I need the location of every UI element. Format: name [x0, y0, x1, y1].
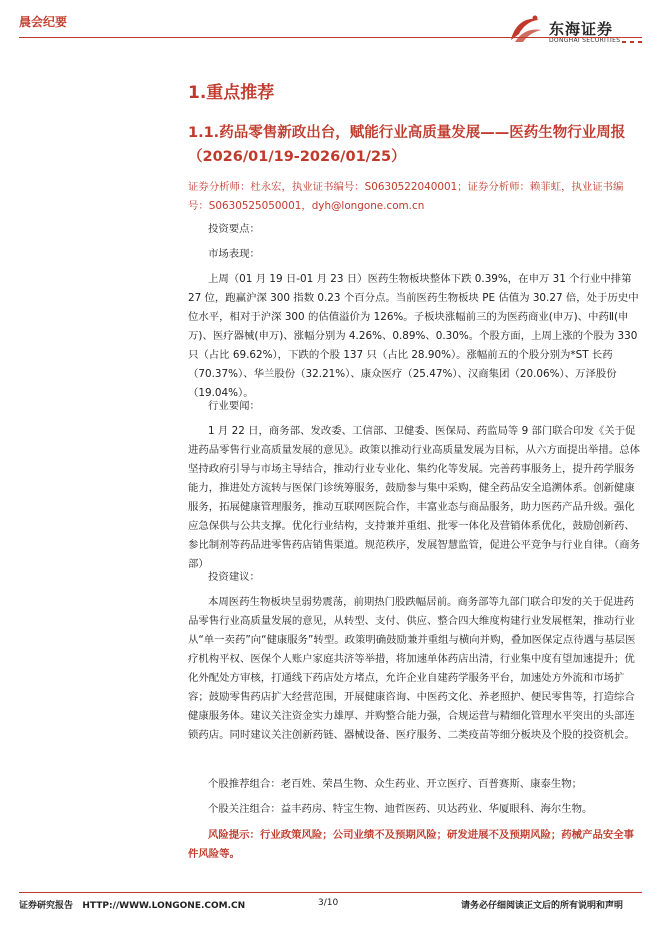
footer-divider	[19, 892, 642, 893]
recommended-portfolio: 个股推荐组合：老百姓、荣昌生物、众生药业、开立医疗、百普赛斯、康泰生物；	[208, 778, 583, 790]
watch-portfolio: 个股关注组合：益丰药房、特宝生物、迪哲医药、贝达药业、华厦眼科、海尔生物。	[208, 803, 593, 815]
market-heading: 市场表现：	[208, 248, 260, 260]
header-dash-mark	[622, 41, 626, 43]
news-heading: 行业要闻：	[208, 400, 260, 412]
footer-disclaimer: 请务必仔细阅读正文后的所有说明和声明	[461, 901, 624, 911]
logo-text-cn: 东海证券	[549, 20, 614, 38]
section-subtitle: 1.1.药品零售新政出台，赋能行业高质量发展——医药生物行业周报（2026/01/19-2026/01/25）	[188, 125, 626, 165]
logo-emblem-icon	[505, 12, 545, 46]
company-logo	[505, 12, 625, 46]
news-paragraph: 1 月 22 日，商务部、发改委、工信部、卫健委、医保局、药监局等 9 部门联合印发《关于促进药品零售行业高质量发展的意见》。政策以推动行业高质量发展为目标，从六方面提出举措。总体坚持政府引导与市场主导结合，推动行业专业化、集约化等发展。完善药事服务上，提升药学服务能力，推进处方流转与医保门诊统筹服务，鼓励参与集中采购，健全药品安全追溯体系。创新健康服务，拓展健康管理服务，推动互联网医院合作，丰富业态与商品服务，助力医药产品升级。强化应急保供与公共支撑。优化行业结构，支持兼并重组、批零一体化及营销体系优化，鼓励创新药、参比制剂等药品进零售药店销售渠道。规范秩序，发展智慧监管，促进公平竞争与行业自律。（商务部）	[188, 425, 640, 570]
header-dash-mark	[638, 41, 642, 43]
logo-text-en: DONGHAI SECURITIES	[549, 37, 621, 44]
header-divider	[19, 37, 642, 38]
header-label: 晨会纪要	[19, 15, 68, 29]
analyst-info: 证券分析师：杜永宏，执业证书编号：S0630522040001；证券分析师：赖菲虹，执业证书编号：S0630525050001，dyh@longone.com.cn	[188, 181, 624, 212]
page-number: 3/10	[318, 898, 339, 908]
header-dash-mark	[630, 41, 634, 43]
advice-heading: 投资建议：	[208, 571, 260, 583]
section-title: 1.重点推荐	[188, 83, 275, 103]
market-paragraph: 上周（01 月 19 日-01 月 23 日）医药生物板块整体下跌 0.39%，在申万 31 个行业中排第 27 位，跑赢沪深 300 指数 0.23 个百分点。当前医药生物板块 PE 估值为 30.27 倍，处于历史中位水平，相对于沪深 300 的估值溢价为 126%。子板块涨幅前三的为医药商业(申万)、中药Ⅱ(申万)、医疗器械(申万)、涨幅分别为 4.26%、0.89%、0.30%。个股方面，上周上涨的个股为 330 只（占比 69.62%），下跌的个股 137 只（占比 28.90%）。涨幅前五的个股分别为*ST 长药（70.37%）、华兰股份（32.21%）、康众医疗（25.47%）、汉商集团（20.06%）、万泽股份（19.04%）。	[188, 273, 639, 399]
key-points-heading: 投资要点：	[208, 223, 260, 235]
advice-paragraph: 本周医药生物板块呈弱势震荡，前期热门股跌幅居前。商务部等九部门联合印发的关于促进药品零售行业高质量发展的意见，从转型、支付、供应、整合四大维度构建行业发展框架，推动行业从“单一卖药”向“健康服务”转型。政策明确鼓励兼并重组与横向并购，叠加医保定点待遇与基层医疗机构平权、医保个人账户家庭共济等举措，将加速单体药店出清，行业集中度有望加速提升；优化外配处方审核，打通线下药店处方堵点，允许企业自建药学服务平台，加速处方外流和市场扩容；鼓励零售药店扩大经营范围，开展健康咨询、中医药文化、养老照护、便民零售等，打造综合健康服务体。建议关注资金实力雄厚、并购整合能力强，合规运营与精细化管理水平突出的头部连锁药店。同时建议关注创新药链、器械设备、医疗服务、二类疫苗等细分板块及个股的投资机会。	[188, 596, 636, 741]
risk-warning: 风险提示：行业政策风险；公司业绩不及预期风险；研发进展不及预期风险；药械产品安全事件风险等。	[188, 829, 635, 860]
footer-report-label: 证券研究报告 HTTP://WWW.LONGONE.COM.CN	[19, 901, 246, 911]
